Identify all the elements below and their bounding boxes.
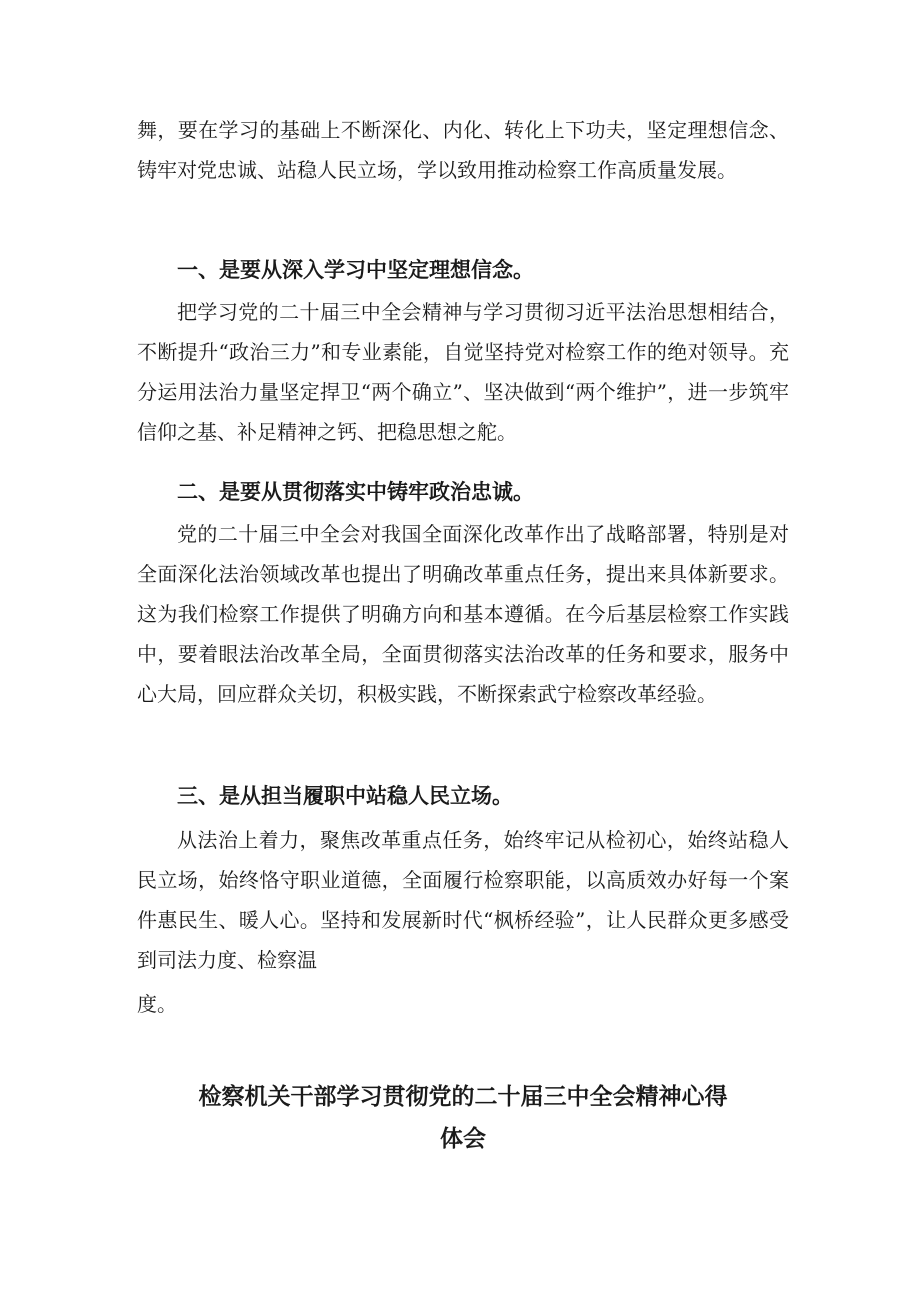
- section-1-body: 把学习党的二十届三中全会精神与学习贯彻习近平法治思想相结合，不断提升“政治三力”和专业素能，自觉坚持党对检察工作的绝对领导。充分运用法治力量坚定捍卫“两个确立”、坚决做到“两个维护”，进一步筑牢信仰之基、补足精神之钙、把稳思想之舵。: [137, 300, 789, 444]
- next-title-line-2: 体会: [440, 1126, 486, 1152]
- next-document-title: [137, 1076, 789, 1160]
- section-1-heading: 一、是要从深入学习中坚定理想信念。: [177, 258, 534, 282]
- section-3-body: 从法治上着力，聚焦改革重点任务，始终牢记从检初心，始终站稳人民立场，始终恪守职业道德，全面履行检察职能，以高质效办好每一个案件惠民生、暖人心。坚持和发展新时代“枫桥经验”，让人民群众更多感受到司法力度、检察温: [137, 828, 789, 972]
- intro-paragraph: 舞，要在学习的基础上不断深化、内化、转化上下功夫，坚定理想信念、铸牢对党忠诚、站稳人民立场，学以致用推动检察工作高质量发展。: [137, 118, 789, 182]
- section-3-heading: 三、是从担当履职中站稳人民立场。: [177, 784, 513, 808]
- section-2-body: 党的二十届三中全会对我国全面深化改革作出了战略部署，特别是对全面深化法治领域改革也提出了明确改革重点任务，提出来具体新要求。这为我们检察工作提供了明确方向和基本遵循。在今后基层检察工作实践中，要着眼法治改革全局，全面贯彻落实法治改革的任务和要求，服务中心大局，回应群众关切，积极实践，不断探索武宁检察改革经验。: [137, 522, 789, 706]
- section-3-body-tail: 度。: [137, 992, 177, 1016]
- section-2-heading: 二、是要从贯彻落实中铸牢政治忠诚。: [177, 480, 534, 504]
- next-title-line-1: 检察机关干部学习贯彻党的二十届三中全会精神心得: [198, 1084, 728, 1110]
